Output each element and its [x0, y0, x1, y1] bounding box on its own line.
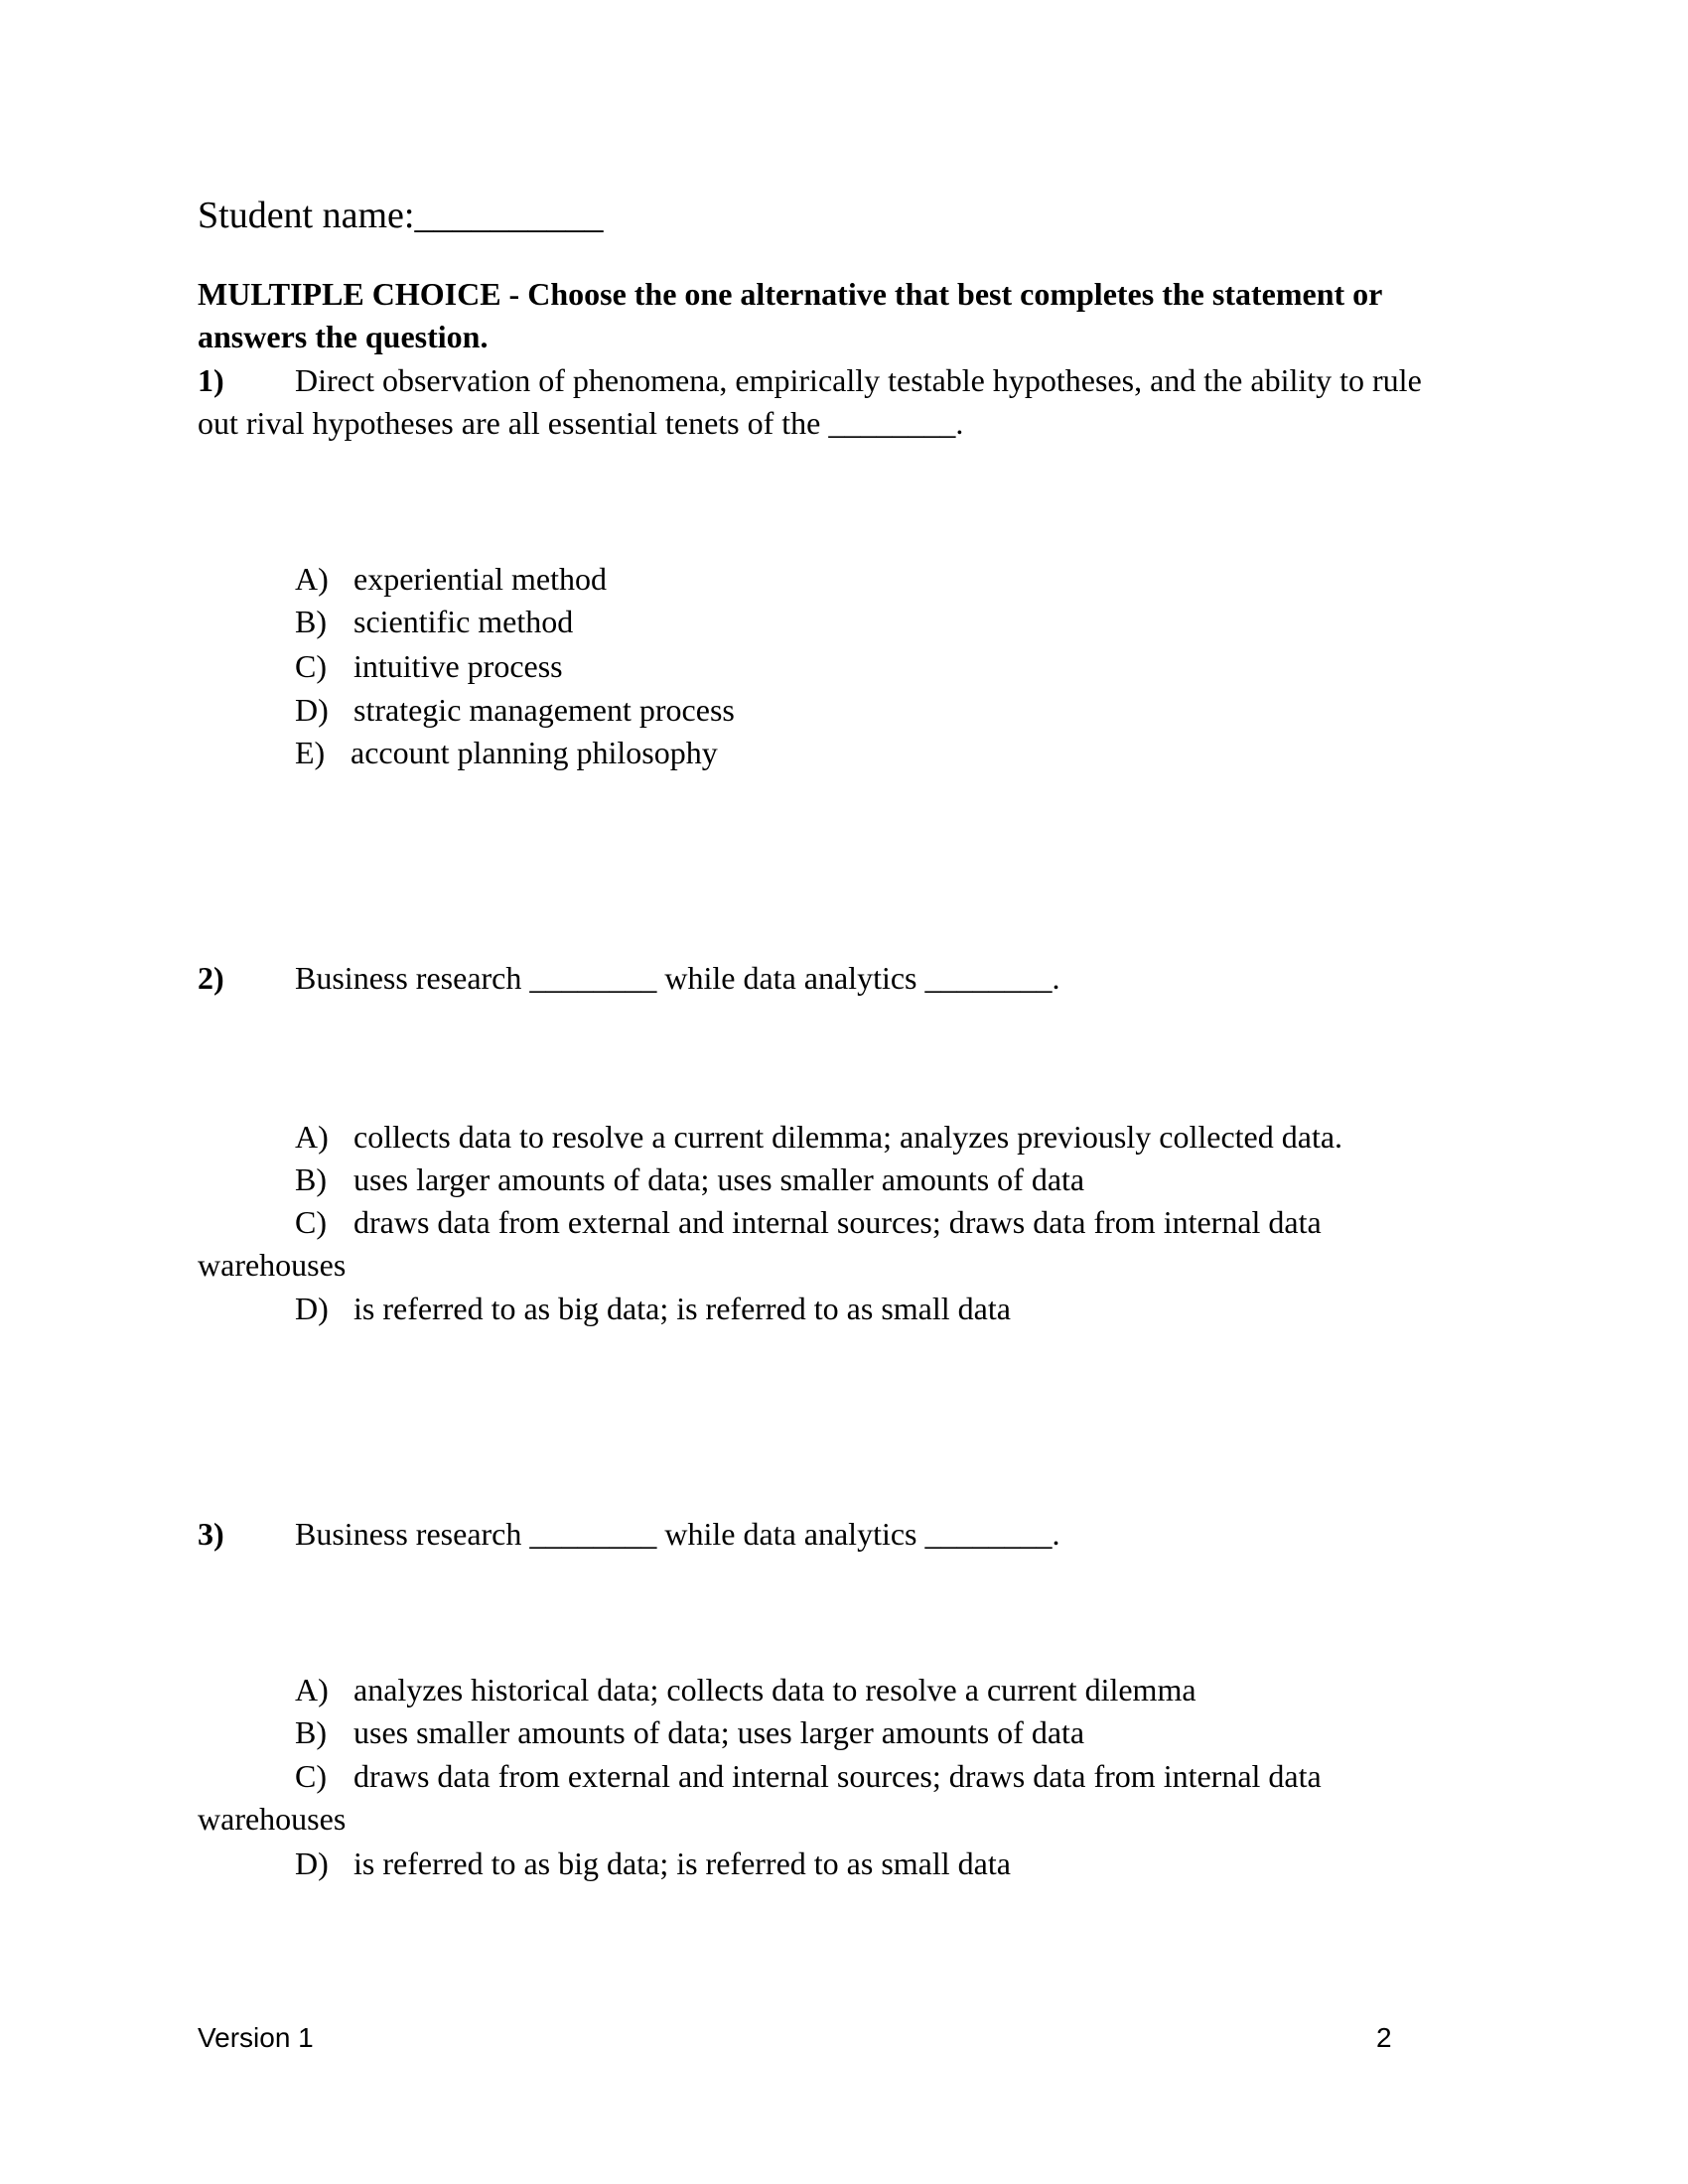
option-text: is referred to as big data; is referred to as small data: [353, 1845, 1011, 1881]
option-text: uses smaller amounts of data; uses larger amounts of data: [353, 1714, 1085, 1750]
option-text: strategic management process: [353, 692, 735, 728]
option-b[interactable]: [0, 1158, 1688, 1201]
option-text: is referred to as big data; is referred to as small data: [353, 1291, 1011, 1326]
option-text: uses larger amounts of data; uses smaller amounts of data: [353, 1161, 1085, 1197]
question-number: 1): [198, 362, 224, 398]
option-letter: A): [295, 1119, 329, 1155]
option-c[interactable]: [0, 644, 1688, 688]
option-letter: D): [295, 1845, 329, 1881]
option-d[interactable]: [0, 1842, 1688, 1885]
option-text: draws data from external and internal sources; draws data from internal data: [353, 1758, 1322, 1794]
option-text: scientific method: [353, 604, 574, 639]
option-letter: B): [295, 1714, 327, 1750]
option-text: collects data to resolve a current dilemma; analyzes previously collected data.: [353, 1119, 1343, 1155]
option-letter: D): [295, 1291, 329, 1326]
question-text: Business research ________ while data analytics ________.: [295, 1516, 1060, 1552]
question-number: 2): [198, 960, 224, 996]
option-text: draws data from external and internal sources; draws data from internal data: [353, 1204, 1322, 1240]
option-letter: B): [295, 604, 327, 639]
option-letter: C): [295, 1758, 327, 1794]
option-letter: B): [295, 1161, 327, 1197]
option-c-continuation: warehouses: [198, 1801, 347, 1837]
footer-version: Version 1: [198, 2022, 314, 2053]
option-text: intuitive process: [353, 648, 563, 684]
option-letter: A): [295, 561, 329, 597]
option-a[interactable]: [0, 1668, 1688, 1711]
option-d[interactable]: [0, 1287, 1688, 1330]
option-text: analyzes historical data; collects data to resolve a current dilemma: [353, 1672, 1196, 1707]
instructions-line-2: answers the question.: [198, 319, 489, 354]
option-text: experiential method: [353, 561, 608, 597]
option-letter: D): [295, 692, 329, 728]
footer-page-number: 2: [1376, 2022, 1392, 2053]
option-b[interactable]: [0, 1710, 1688, 1754]
option-letter: E): [295, 735, 326, 770]
option-letter: C): [295, 1204, 327, 1240]
option-c-continuation: warehouses: [198, 1247, 347, 1283]
student-name-field: Student name:__________: [198, 195, 604, 236]
option-text: account planning philosophy: [351, 735, 718, 770]
option-e[interactable]: [0, 731, 1688, 774]
option-a[interactable]: [0, 557, 1688, 601]
option-c[interactable]: [0, 1200, 1688, 1244]
question-text-continued: out rival hypotheses are all essential tenets of the ________.: [198, 405, 964, 441]
instructions-line-1: MULTIPLE CHOICE - Choose the one alternative that best completes the statement or: [198, 276, 1383, 312]
option-letter: C): [295, 648, 327, 684]
option-a[interactable]: [0, 1115, 1688, 1159]
option-d[interactable]: [0, 688, 1688, 732]
option-b[interactable]: [0, 600, 1688, 643]
option-c[interactable]: [0, 1754, 1688, 1798]
option-letter: A): [295, 1672, 329, 1707]
question-number: 3): [198, 1516, 224, 1552]
question-text: Business research ________ while data analytics ________.: [295, 960, 1060, 996]
question-text: Direct observation of phenomena, empirically testable hypotheses, and the ability to rule: [295, 362, 1422, 398]
